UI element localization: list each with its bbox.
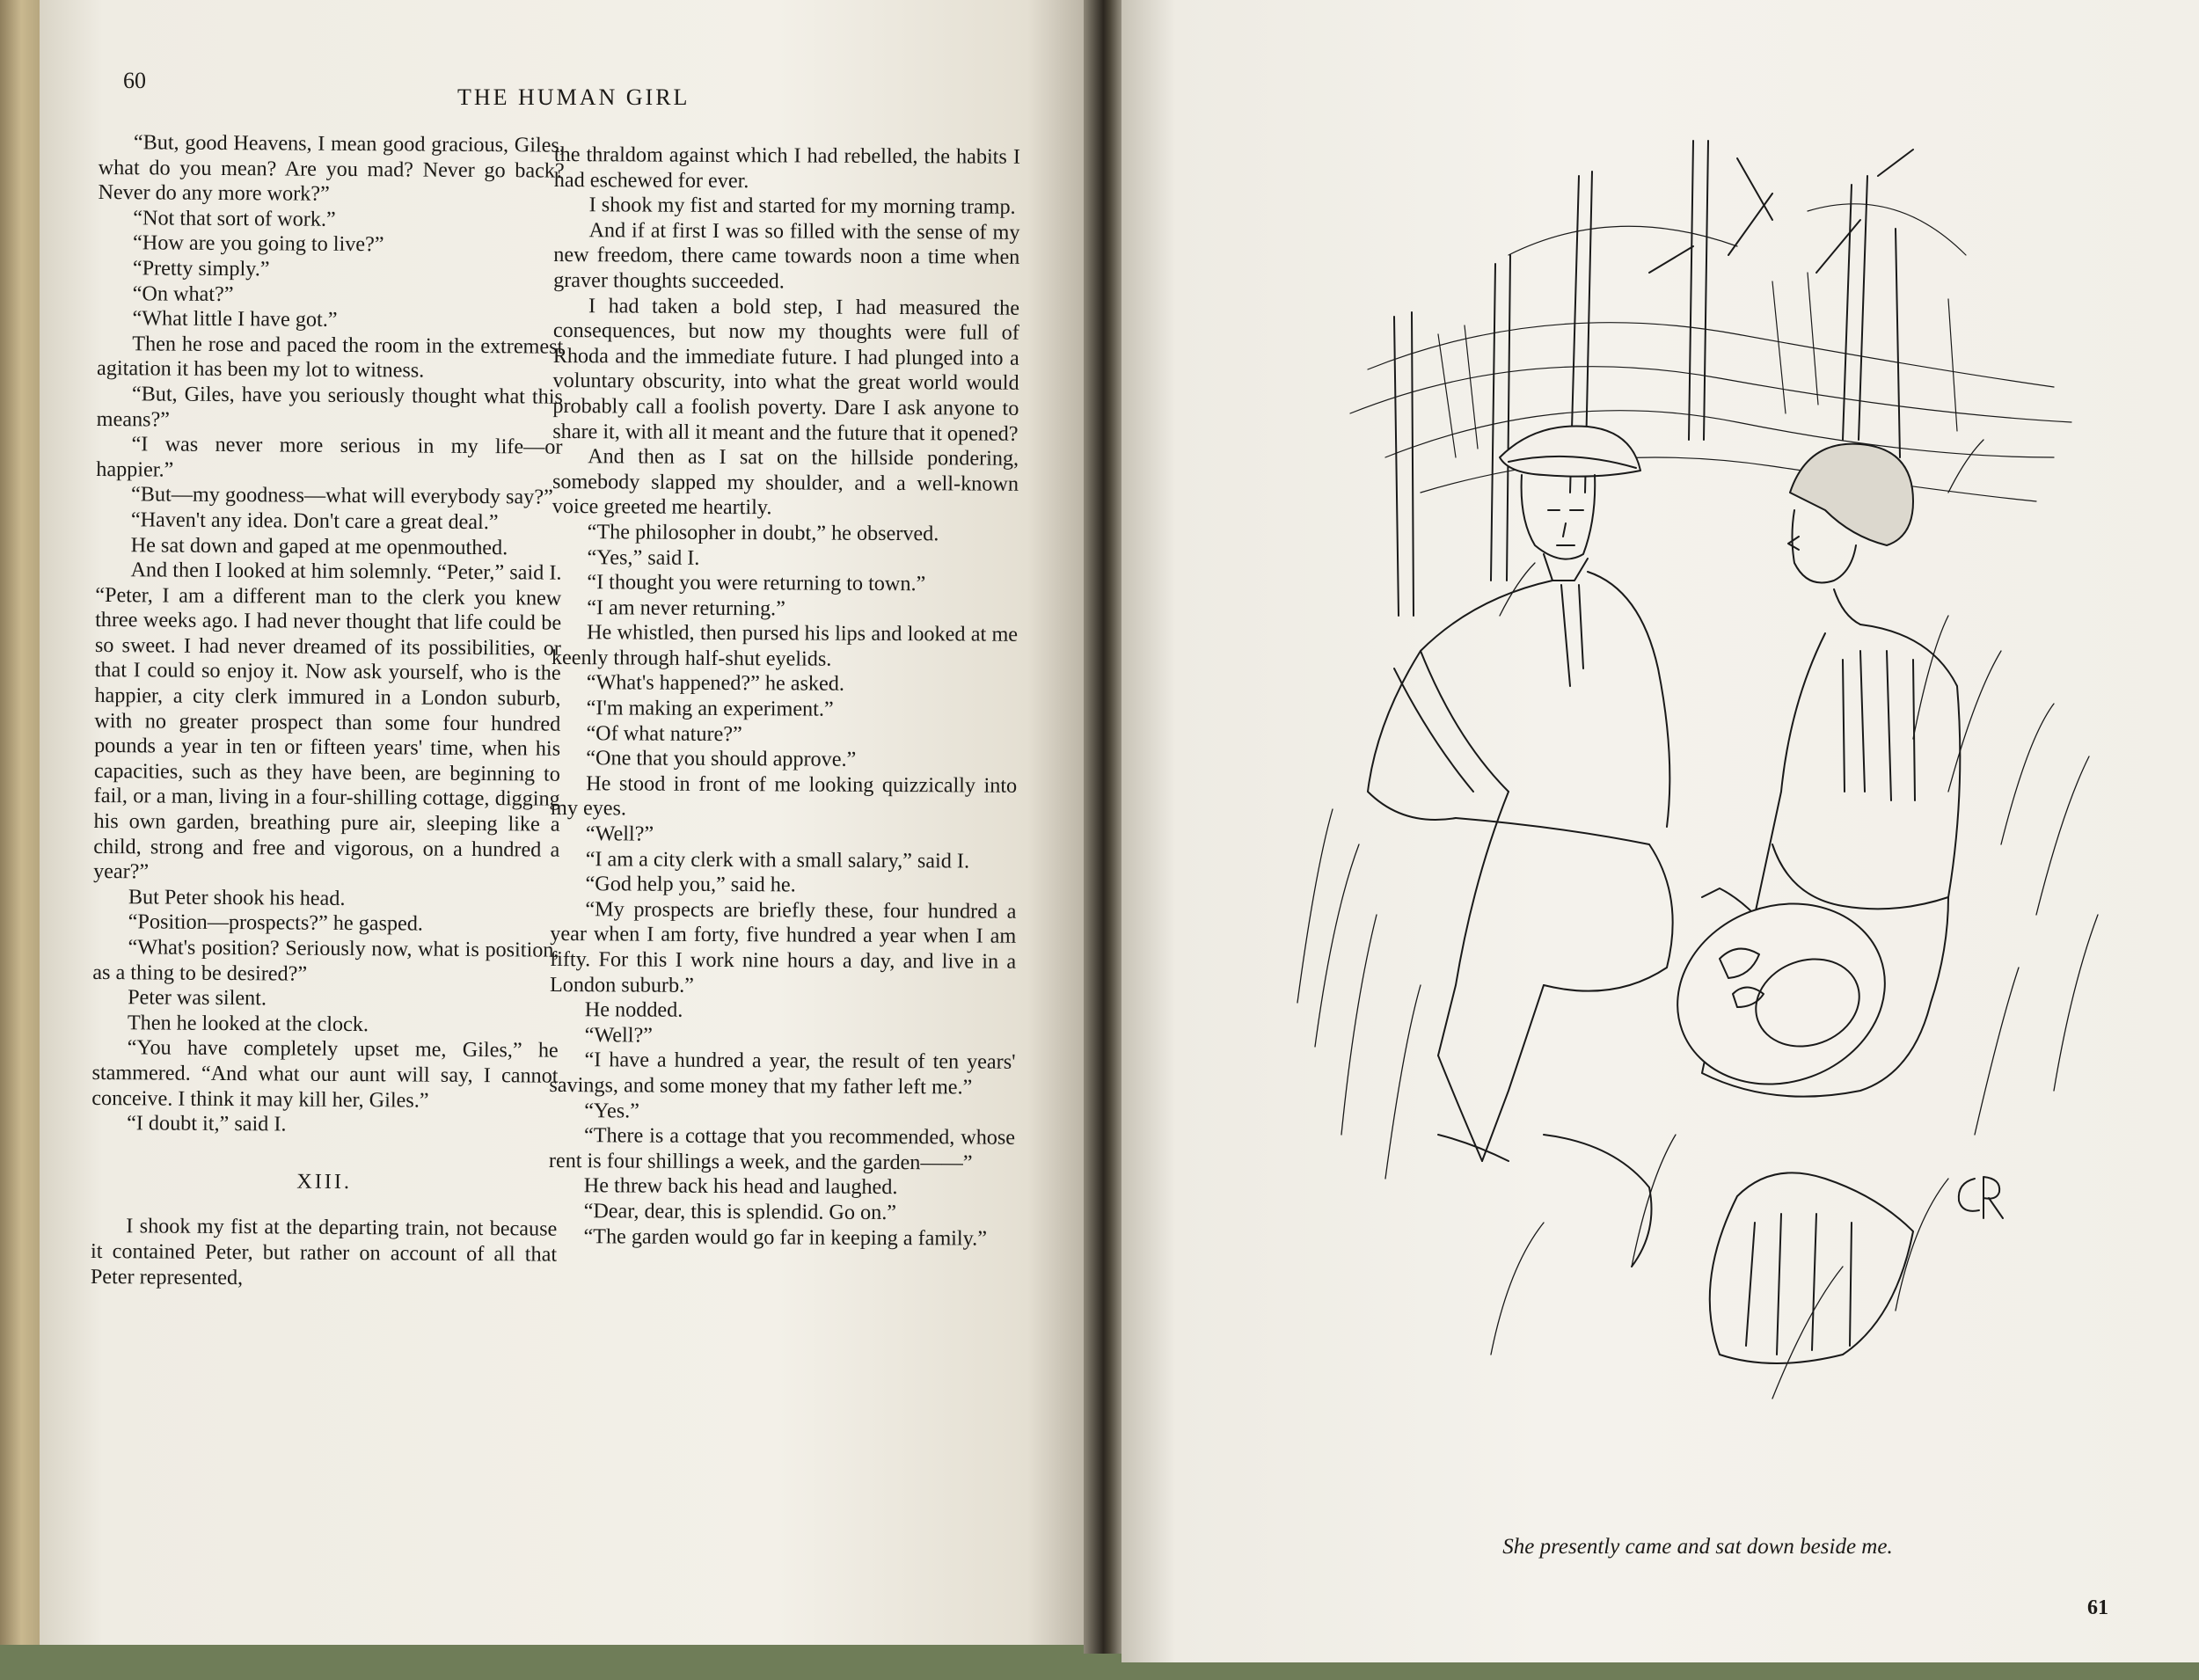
paragraph: “One that you should approve.” bbox=[586, 746, 857, 772]
paragraph: “The philosopher in doubt,” he observed. bbox=[587, 520, 939, 546]
paragraph: Peter was silent. bbox=[128, 985, 267, 1011]
paragraph: “God help you,” said he. bbox=[585, 872, 796, 897]
paragraph: “Well?” bbox=[584, 1022, 654, 1048]
page-number-left: 60 bbox=[123, 68, 146, 93]
paragraph: “I have a hundred a year, the result of ten years' savings, and some money that my father left me.” bbox=[549, 1048, 1016, 1099]
paragraph: Then he looked at the clock. bbox=[127, 1011, 369, 1036]
text-column-1 bbox=[91, 130, 565, 1293]
paragraph: “Pretty simply.” bbox=[132, 256, 270, 281]
paragraph: “What's position? Seriously now, what is position, as a thing to be desired?” bbox=[92, 935, 559, 986]
page-number-right: 61 bbox=[2087, 1596, 2108, 1619]
illustration bbox=[1280, 123, 2115, 1522]
paragraph: “I thought you were returning to town.” bbox=[587, 570, 926, 596]
rock-satchel bbox=[1438, 1135, 1913, 1363]
paragraph: “Position—prospects?” he gasped. bbox=[128, 909, 424, 937]
paragraph: And then I looked at him solemnly. “Peter,” said I. “Peter, I am a different man to the clerk you knew three weeks ago. I had never thought that life could be so sweet. I had never dreamed of its possibilities, or that I could so enjoy it. Now ask yourself, who is the happier, a city clerk immured in a London suburb, with no greater prospect than some four hundred pounds a year in ten or fifteen years' time, when his capacities, such as they have been, are beginning to fail, or a man, living in a four-shilling cottage, digging his own garden, breathing pure air, sleeping like a child, strong and free and vigorous, on a hundred a year?” bbox=[93, 558, 562, 884]
paragraph: “Dear, dear, this is splendid. Go on.” bbox=[583, 1199, 897, 1224]
paragraph: I had taken a bold step, I had measured the consequences, but now my thoughts were full of Rhoda and the immediate future. I had plunged into a voluntary obscurity, into what the great world would probably call a foolish poverty. Dare I ask anyone to share it, with all it meant and the future that it opened? bbox=[552, 293, 1020, 446]
paragraph: And then as I sat on the hillside pondering, somebody slapped my shoulder, and a well-known voice greeted me heartily. bbox=[552, 444, 1019, 520]
paragraph: “What little I have got.” bbox=[132, 306, 338, 332]
grass-strokes bbox=[1297, 440, 2098, 1399]
paragraph: “But, Giles, have you seriously thought what this means?” bbox=[96, 382, 563, 432]
paragraph: He nodded. bbox=[584, 997, 683, 1022]
paragraph: the thraldom against which I had rebelled, the habits I had eschewed for ever. bbox=[553, 142, 1020, 193]
paragraph: He sat down and gaped at me openmouthed. bbox=[130, 532, 508, 559]
paragraph: “My prospects are briefly these, four hundred a year when I am forty, five hundred a year when I am fifty. For this I work nine hours a day, and live in a London suburb.” bbox=[549, 897, 1017, 997]
paragraph: “Of what nature?” bbox=[586, 720, 742, 746]
paragraph: I shook my fist at the departing train, not because it contained Peter, but rather on account of all that Peter represented, bbox=[90, 1214, 558, 1289]
running-head: THE HUMAN GIRL bbox=[457, 84, 690, 110]
paragraph: He stood in front of me looking quizzically into my eyes. bbox=[550, 771, 1018, 821]
paragraph: He whistled, then pursed his lips and looked at me keenly through half-shut eyelids. bbox=[551, 620, 1019, 671]
paragraph: “What's happened?” he asked. bbox=[586, 670, 844, 697]
paragraph: “I am never returning.” bbox=[587, 595, 785, 621]
artist-monogram bbox=[1959, 1177, 2003, 1218]
paragraph: “I'm making an experiment.” bbox=[586, 696, 834, 721]
paragraph: “I am a city clerk with a small salary,” said I. bbox=[585, 846, 970, 873]
paragraph: “Haven't any idea. Don't care a great deal.” bbox=[130, 508, 499, 535]
paragraph: Then he rose and paced the room in the extremest agitation it has been my lot to witness. bbox=[97, 332, 564, 383]
text-column-2 bbox=[548, 142, 1020, 1252]
paragraph: “The garden would go far in keeping a family.” bbox=[583, 1223, 988, 1251]
paragraph: “I doubt it,” said I. bbox=[127, 1111, 287, 1136]
paragraph: He threw back his head and laughed. bbox=[583, 1173, 898, 1200]
paragraph: “Well?” bbox=[585, 822, 654, 846]
paragraph: “On what?” bbox=[132, 281, 234, 306]
paragraph: “How are you going to live?” bbox=[133, 230, 384, 257]
straw-hat bbox=[1652, 875, 1910, 1113]
paragraph: But Peter shook his head. bbox=[128, 885, 346, 910]
paragraph: “There is a cottage that you recommended, whose rent is four shillings a week, and the garden——” bbox=[548, 1123, 1016, 1175]
paragraph: “Not that sort of work.” bbox=[133, 206, 336, 231]
paragraph: “I was never more serious in my life—or happier.” bbox=[96, 432, 563, 482]
paragraph: “But, good Heavens, I mean good gracious, Giles, what do you mean? Are you mad? Never go back? Never do any more work?” bbox=[98, 130, 565, 207]
paragraph: I shook my fist and started for my morning tramp. bbox=[588, 193, 1016, 219]
paragraph: “But—my goodness—what will everybody say?” bbox=[131, 482, 553, 509]
chapter-heading: XIII. bbox=[296, 1169, 353, 1194]
paragraph: “You have completely upset me, Giles,” he stammered. “And what our aunt will say, I cannot conceive. I think it may kill her, Giles.” bbox=[91, 1035, 559, 1113]
paragraph: “Yes.” bbox=[584, 1098, 640, 1123]
forest-hatching bbox=[1350, 204, 2071, 501]
paragraph: “Yes,” said I. bbox=[587, 544, 700, 570]
paragraph: And if at first I was so filled with the sense of my new freedom, there came towards noon a time when graver thoughts succeeded. bbox=[553, 217, 1020, 294]
illustration-caption: She presently came and sat down beside me. bbox=[1502, 1535, 1893, 1559]
